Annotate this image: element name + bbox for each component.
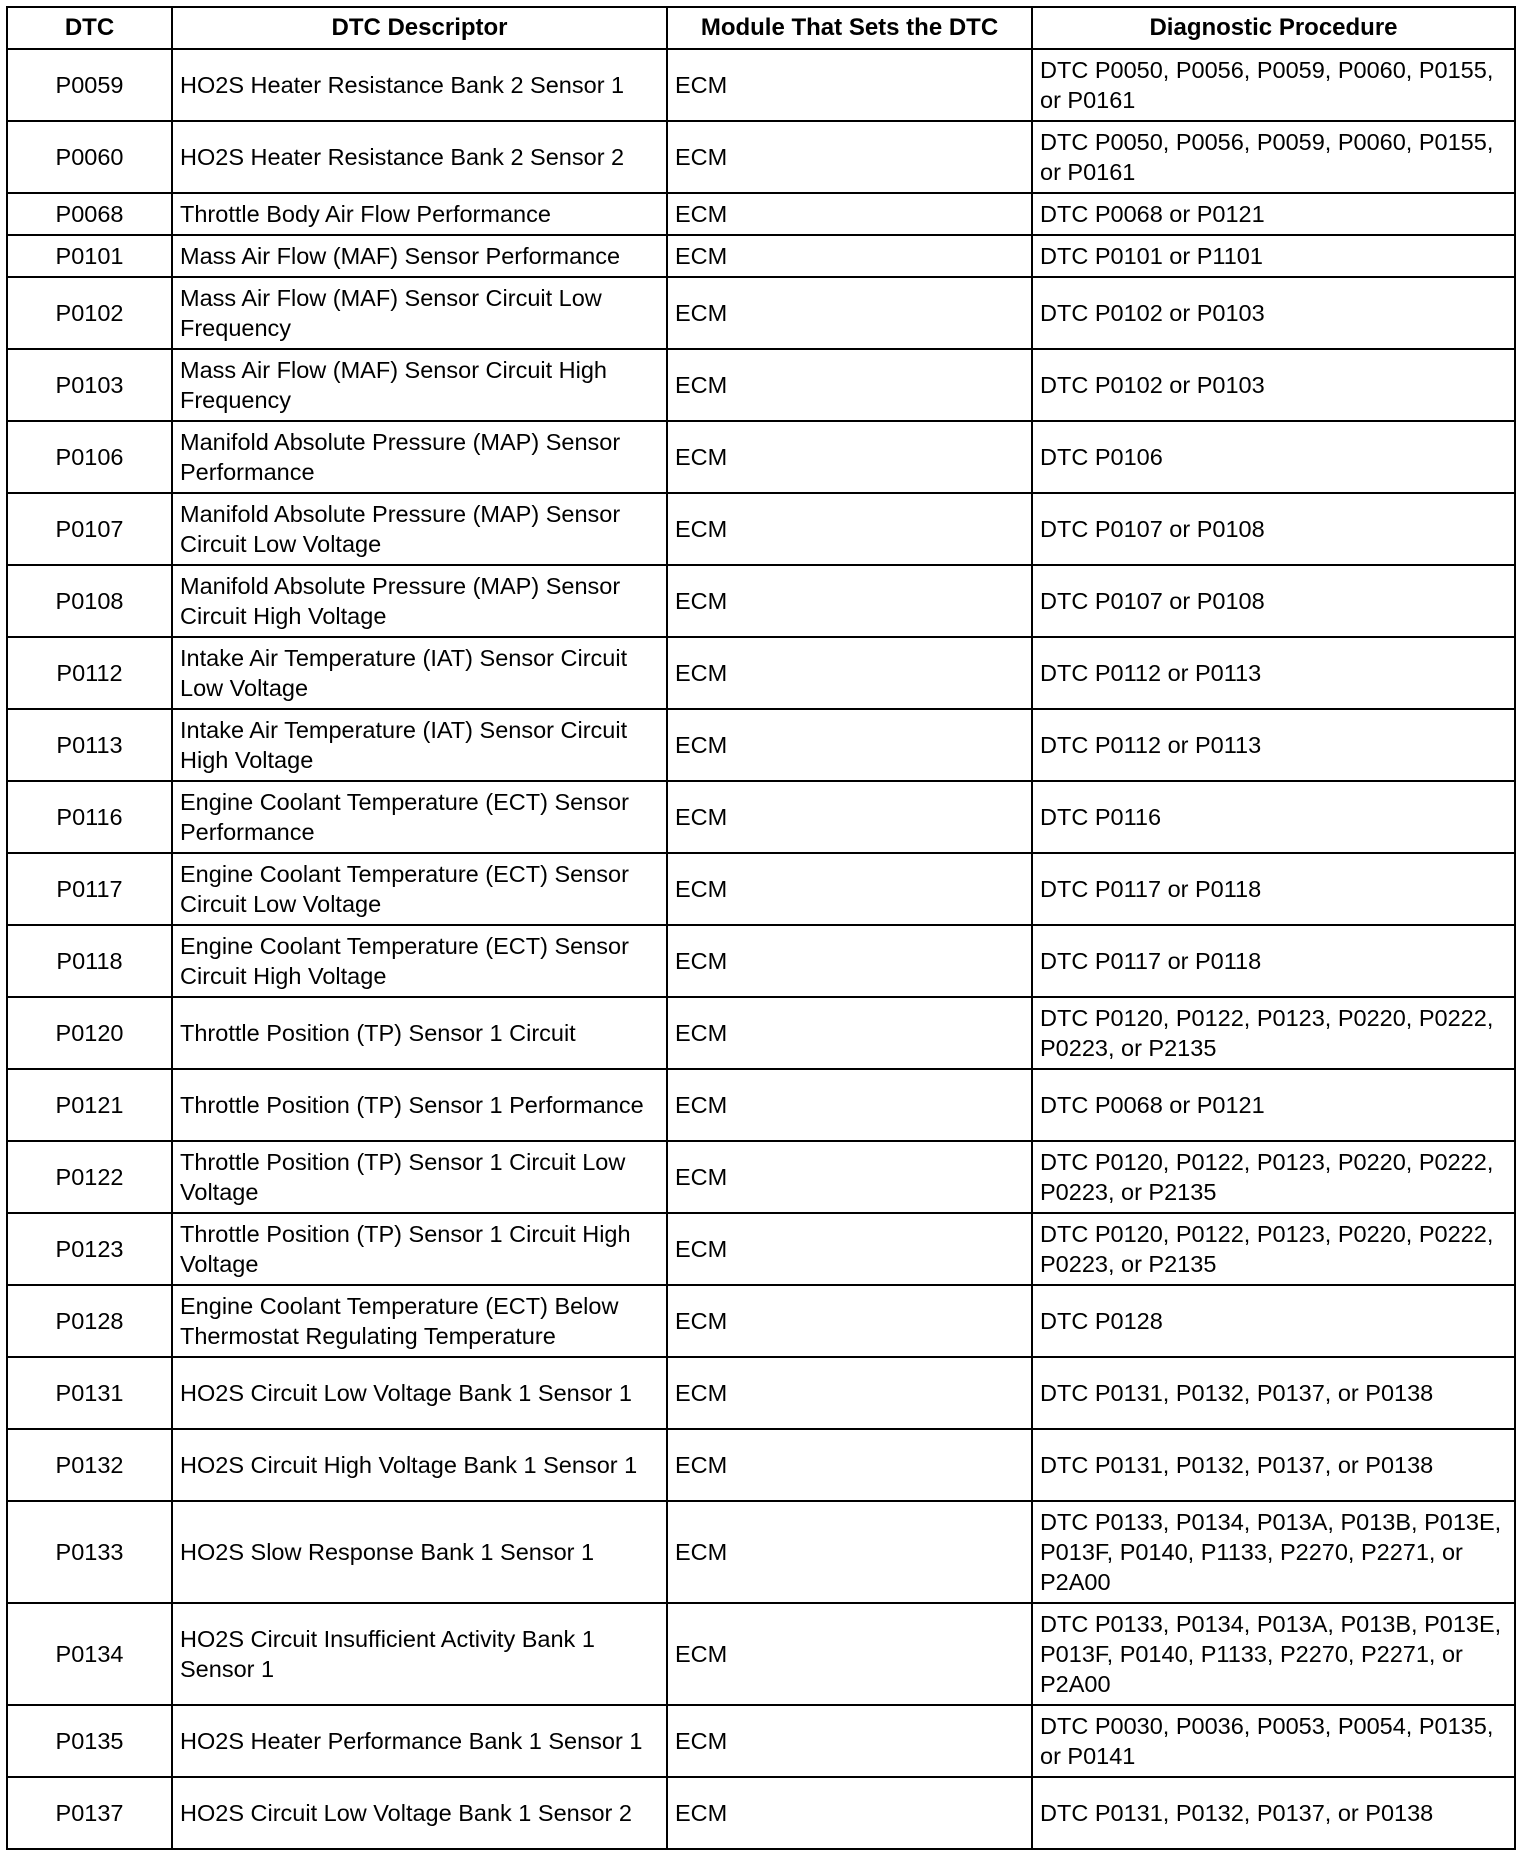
dtc-code-cell: P0060 xyxy=(7,121,172,193)
diagnostic-procedure-cell: DTC P0107 or P0108 xyxy=(1032,565,1515,637)
dtc-descriptor-cell: HO2S Heater Performance Bank 1 Sensor 1 xyxy=(172,1705,667,1777)
dtc-table xyxy=(6,6,1516,1850)
diagnostic-procedure-cell: DTC P0106 xyxy=(1032,421,1515,493)
dtc-code-cell: P0059 xyxy=(7,49,172,121)
table-row xyxy=(7,1141,1515,1213)
diagnostic-procedure-cell: DTC P0133, P0134, P013A, P013B, P013E, P013F, P0140, P1133, P2270, P2271, or P2A00 xyxy=(1032,1603,1515,1705)
module-cell: ECM xyxy=(667,637,1032,709)
dtc-code-cell: P0068 xyxy=(7,193,172,235)
module-cell: ECM xyxy=(667,853,1032,925)
module-cell: ECM xyxy=(667,421,1032,493)
diagnostic-procedure-cell: DTC P0050, P0056, P0059, P0060, P0155, or P0161 xyxy=(1032,49,1515,121)
module-cell: ECM xyxy=(667,1141,1032,1213)
module-cell: ECM xyxy=(667,925,1032,997)
diagnostic-procedure-cell: DTC P0120, P0122, P0123, P0220, P0222, P0223, or P2135 xyxy=(1032,1213,1515,1285)
dtc-descriptor-cell: Throttle Position (TP) Sensor 1 Circuit Low Voltage xyxy=(172,1141,667,1213)
dtc-code-cell: P0107 xyxy=(7,493,172,565)
table-row xyxy=(7,709,1515,781)
dtc-descriptor-cell: HO2S Circuit Low Voltage Bank 1 Sensor 1 xyxy=(172,1357,667,1429)
dtc-code-cell: P0112 xyxy=(7,637,172,709)
table-row xyxy=(7,781,1515,853)
module-cell: ECM xyxy=(667,1213,1032,1285)
diagnostic-procedure-cell: DTC P0131, P0132, P0137, or P0138 xyxy=(1032,1357,1515,1429)
dtc-descriptor-cell: Engine Coolant Temperature (ECT) Sensor Performance xyxy=(172,781,667,853)
module-cell: ECM xyxy=(667,709,1032,781)
table-row xyxy=(7,121,1515,193)
module-cell: ECM xyxy=(667,1285,1032,1357)
dtc-descriptor-cell: Intake Air Temperature (IAT) Sensor Circuit High Voltage xyxy=(172,709,667,781)
dtc-code-cell: P0121 xyxy=(7,1069,172,1141)
diagnostic-procedure-cell: DTC P0102 or P0103 xyxy=(1032,277,1515,349)
diagnostic-procedure-cell: DTC P0068 or P0121 xyxy=(1032,193,1515,235)
diagnostic-procedure-cell: DTC P0107 or P0108 xyxy=(1032,493,1515,565)
dtc-code-cell: P0133 xyxy=(7,1501,172,1603)
module-cell: ECM xyxy=(667,1429,1032,1501)
header-descriptor: DTC Descriptor xyxy=(172,7,667,49)
dtc-descriptor-cell: Engine Coolant Temperature (ECT) Below Thermostat Regulating Temperature xyxy=(172,1285,667,1357)
table-row xyxy=(7,853,1515,925)
dtc-descriptor-cell: Mass Air Flow (MAF) Sensor Performance xyxy=(172,235,667,277)
module-cell: ECM xyxy=(667,1069,1032,1141)
dtc-descriptor-cell: Mass Air Flow (MAF) Sensor Circuit High Frequency xyxy=(172,349,667,421)
table-row xyxy=(7,1777,1515,1849)
dtc-descriptor-cell: Intake Air Temperature (IAT) Sensor Circuit Low Voltage xyxy=(172,637,667,709)
module-cell: ECM xyxy=(667,997,1032,1069)
module-cell: ECM xyxy=(667,349,1032,421)
dtc-code-cell: P0123 xyxy=(7,1213,172,1285)
dtc-code-cell: P0101 xyxy=(7,235,172,277)
dtc-descriptor-cell: Throttle Position (TP) Sensor 1 Circuit High Voltage xyxy=(172,1213,667,1285)
table-row xyxy=(7,1213,1515,1285)
diagnostic-procedure-cell: DTC P0120, P0122, P0123, P0220, P0222, P0223, or P2135 xyxy=(1032,1141,1515,1213)
diagnostic-procedure-cell: DTC P0101 or P1101 xyxy=(1032,235,1515,277)
diagnostic-procedure-cell: DTC P0116 xyxy=(1032,781,1515,853)
table-header xyxy=(7,7,1515,49)
dtc-descriptor-cell: Engine Coolant Temperature (ECT) Sensor Circuit Low Voltage xyxy=(172,853,667,925)
diagnostic-procedure-cell: DTC P0128 xyxy=(1032,1285,1515,1357)
dtc-descriptor-cell: HO2S Slow Response Bank 1 Sensor 1 xyxy=(172,1501,667,1603)
module-cell: ECM xyxy=(667,277,1032,349)
module-cell: ECM xyxy=(667,781,1032,853)
diagnostic-procedure-cell: DTC P0117 or P0118 xyxy=(1032,925,1515,997)
table-row xyxy=(7,193,1515,235)
dtc-descriptor-cell: HO2S Circuit Low Voltage Bank 1 Sensor 2 xyxy=(172,1777,667,1849)
table-row xyxy=(7,421,1515,493)
table-row xyxy=(7,1705,1515,1777)
diagnostic-procedure-cell: DTC P0120, P0122, P0123, P0220, P0222, P0223, or P2135 xyxy=(1032,997,1515,1069)
table-row xyxy=(7,493,1515,565)
diagnostic-procedure-cell: DTC P0133, P0134, P013A, P013B, P013E, P013F, P0140, P1133, P2270, P2271, or P2A00 xyxy=(1032,1501,1515,1603)
diagnostic-procedure-cell: DTC P0131, P0132, P0137, or P0138 xyxy=(1032,1429,1515,1501)
dtc-code-cell: P0137 xyxy=(7,1777,172,1849)
dtc-descriptor-cell: Throttle Body Air Flow Performance xyxy=(172,193,667,235)
module-cell: ECM xyxy=(667,1603,1032,1705)
dtc-descriptor-cell: Throttle Position (TP) Sensor 1 Performance xyxy=(172,1069,667,1141)
table-row xyxy=(7,49,1515,121)
module-cell: ECM xyxy=(667,1705,1032,1777)
dtc-descriptor-cell: Manifold Absolute Pressure (MAP) Sensor Circuit High Voltage xyxy=(172,565,667,637)
dtc-descriptor-cell: Mass Air Flow (MAF) Sensor Circuit Low Frequency xyxy=(172,277,667,349)
dtc-code-cell: P0116 xyxy=(7,781,172,853)
header-dtc: DTC xyxy=(7,7,172,49)
table-row xyxy=(7,235,1515,277)
module-cell: ECM xyxy=(667,235,1032,277)
diagnostic-procedure-cell: DTC P0131, P0132, P0137, or P0138 xyxy=(1032,1777,1515,1849)
dtc-code-cell: P0134 xyxy=(7,1603,172,1705)
table-row xyxy=(7,349,1515,421)
table-row xyxy=(7,1357,1515,1429)
dtc-descriptor-cell: HO2S Heater Resistance Bank 2 Sensor 1 xyxy=(172,49,667,121)
module-cell: ECM xyxy=(667,121,1032,193)
module-cell: ECM xyxy=(667,1777,1032,1849)
dtc-descriptor-cell: HO2S Circuit High Voltage Bank 1 Sensor 1 xyxy=(172,1429,667,1501)
table-row xyxy=(7,277,1515,349)
dtc-code-cell: P0135 xyxy=(7,1705,172,1777)
module-cell: ECM xyxy=(667,493,1032,565)
dtc-code-cell: P0120 xyxy=(7,997,172,1069)
diagnostic-procedure-cell: DTC P0050, P0056, P0059, P0060, P0155, or P0161 xyxy=(1032,121,1515,193)
dtc-descriptor-cell: Engine Coolant Temperature (ECT) Sensor Circuit High Voltage xyxy=(172,925,667,997)
table-row xyxy=(7,1069,1515,1141)
module-cell: ECM xyxy=(667,565,1032,637)
dtc-code-cell: P0117 xyxy=(7,853,172,925)
dtc-code-cell: P0108 xyxy=(7,565,172,637)
dtc-descriptor-cell: Throttle Position (TP) Sensor 1 Circuit xyxy=(172,997,667,1069)
table-row xyxy=(7,637,1515,709)
dtc-descriptor-cell: HO2S Heater Resistance Bank 2 Sensor 2 xyxy=(172,121,667,193)
table-row xyxy=(7,1501,1515,1603)
dtc-descriptor-cell: HO2S Circuit Insufficient Activity Bank 1 Sensor 1 xyxy=(172,1603,667,1705)
table-row xyxy=(7,1285,1515,1357)
dtc-code-cell: P0103 xyxy=(7,349,172,421)
dtc-code-cell: P0118 xyxy=(7,925,172,997)
header-row xyxy=(7,7,1515,49)
table-row xyxy=(7,1603,1515,1705)
diagnostic-procedure-cell: DTC P0117 or P0118 xyxy=(1032,853,1515,925)
dtc-code-cell: P0113 xyxy=(7,709,172,781)
dtc-descriptor-cell: Manifold Absolute Pressure (MAP) Sensor Circuit Low Voltage xyxy=(172,493,667,565)
dtc-code-cell: P0131 xyxy=(7,1357,172,1429)
module-cell: ECM xyxy=(667,1501,1032,1603)
table-row xyxy=(7,925,1515,997)
dtc-code-cell: P0132 xyxy=(7,1429,172,1501)
diagnostic-procedure-cell: DTC P0030, P0036, P0053, P0054, P0135, or P0141 xyxy=(1032,1705,1515,1777)
dtc-code-cell: P0122 xyxy=(7,1141,172,1213)
dtc-code-cell: P0128 xyxy=(7,1285,172,1357)
dtc-code-cell: P0106 xyxy=(7,421,172,493)
diagnostic-procedure-cell: DTC P0112 or P0113 xyxy=(1032,637,1515,709)
table-row xyxy=(7,565,1515,637)
diagnostic-procedure-cell: DTC P0112 or P0113 xyxy=(1032,709,1515,781)
diagnostic-procedure-cell: DTC P0102 or P0103 xyxy=(1032,349,1515,421)
dtc-descriptor-cell: Manifold Absolute Pressure (MAP) Sensor Performance xyxy=(172,421,667,493)
module-cell: ECM xyxy=(667,49,1032,121)
table-body xyxy=(7,49,1515,1849)
table-row xyxy=(7,1429,1515,1501)
dtc-code-cell: P0102 xyxy=(7,277,172,349)
module-cell: ECM xyxy=(667,1357,1032,1429)
module-cell: ECM xyxy=(667,193,1032,235)
table-row xyxy=(7,997,1515,1069)
header-module: Module That Sets the DTC xyxy=(667,7,1032,49)
header-procedure: Diagnostic Procedure xyxy=(1032,7,1515,49)
diagnostic-procedure-cell: DTC P0068 or P0121 xyxy=(1032,1069,1515,1141)
